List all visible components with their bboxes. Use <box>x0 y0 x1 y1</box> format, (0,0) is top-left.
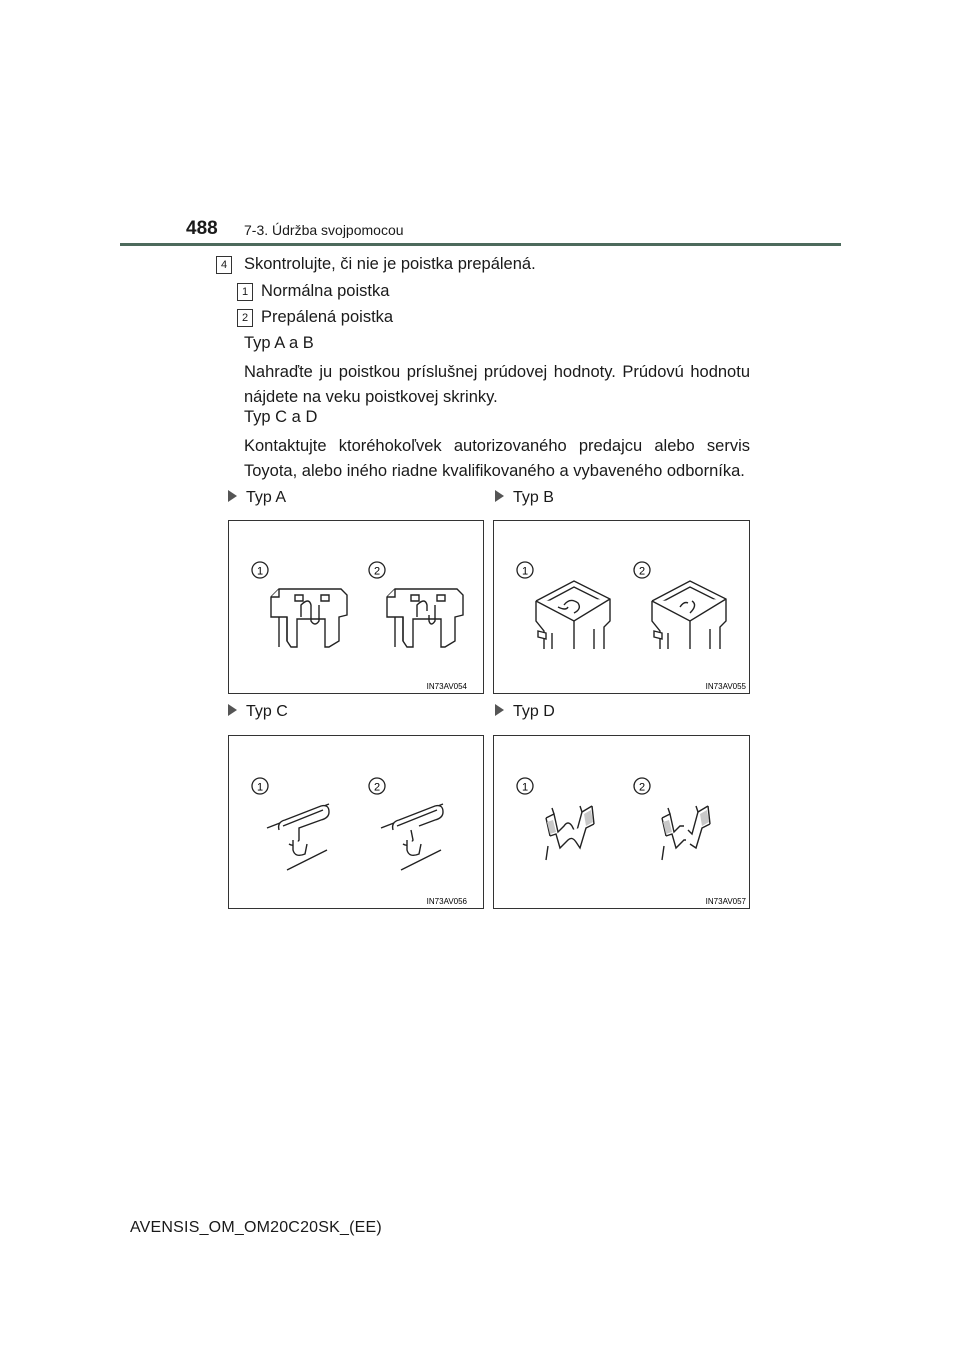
callout-1: 1 <box>256 781 264 794</box>
callout-2: 2 <box>638 565 646 578</box>
callout-1: 1 <box>521 781 529 794</box>
blade-fuse-illustration <box>229 521 485 695</box>
item-number-badge: 2 <box>237 309 253 327</box>
figure-type-a <box>228 520 484 694</box>
triangle-bullet-icon <box>495 704 504 716</box>
strip-fuse-illustration <box>229 736 485 910</box>
callout-2: 2 <box>373 781 381 794</box>
type-ab-text: Nahraďte ju poistkou príslušnej prúdovej hodnoty. Prúdovú hodnotu nájdete na veku poistkovej skrinky. <box>244 363 750 406</box>
item-number-badge: 1 <box>237 283 253 301</box>
callout-2: 2 <box>638 781 646 794</box>
item-label-blown-fuse: Prepálená poistka <box>261 308 394 326</box>
type-cd-heading: Typ C a D <box>244 408 318 426</box>
triangle-bullet-icon <box>495 490 504 502</box>
figure-type-b <box>493 520 750 694</box>
figure-label-type-b: Typ B <box>495 489 554 507</box>
figure-code: IN73AV057 <box>705 897 746 906</box>
page-number: 488 <box>186 218 218 239</box>
item-label-normal-fuse: Normálna poistka <box>261 282 390 300</box>
callout-2: 2 <box>373 565 381 578</box>
figure-label-type-c: Typ C <box>228 703 288 721</box>
step-title: Skontrolujte, či nie je poistka prepálená. <box>244 255 536 273</box>
triangle-bullet-icon <box>228 490 237 502</box>
figure-code: IN73AV055 <box>705 682 746 691</box>
type-ab-heading: Typ A a B <box>244 334 314 352</box>
document-code: AVENSIS_OM_OM20C20SK_(EE) <box>130 1219 382 1236</box>
bolt-fuse-illustration <box>494 736 751 910</box>
callout-1: 1 <box>256 565 264 578</box>
section-title: 7-3. Údržba svojpomocou <box>244 222 404 238</box>
callout-1: 1 <box>521 565 529 578</box>
figure-label-type-d: Typ D <box>495 703 555 721</box>
figure-type-c <box>228 735 484 909</box>
triangle-bullet-icon <box>228 704 237 716</box>
figure-label-type-a: Typ A <box>228 489 286 507</box>
header-rule <box>120 243 841 246</box>
figure-code: IN73AV054 <box>426 682 467 691</box>
figure-code: IN73AV056 <box>426 897 467 906</box>
type-cd-text: Kontaktujte ktoréhokoľvek autorizovaného predajcu alebo servis Toyota, alebo iného riadne kvalifikovaného a vybaveného odborníka. <box>244 437 750 480</box>
cartridge-fuse-illustration <box>494 521 751 695</box>
step-number-badge: 4 <box>216 256 232 274</box>
figure-type-d <box>493 735 750 909</box>
